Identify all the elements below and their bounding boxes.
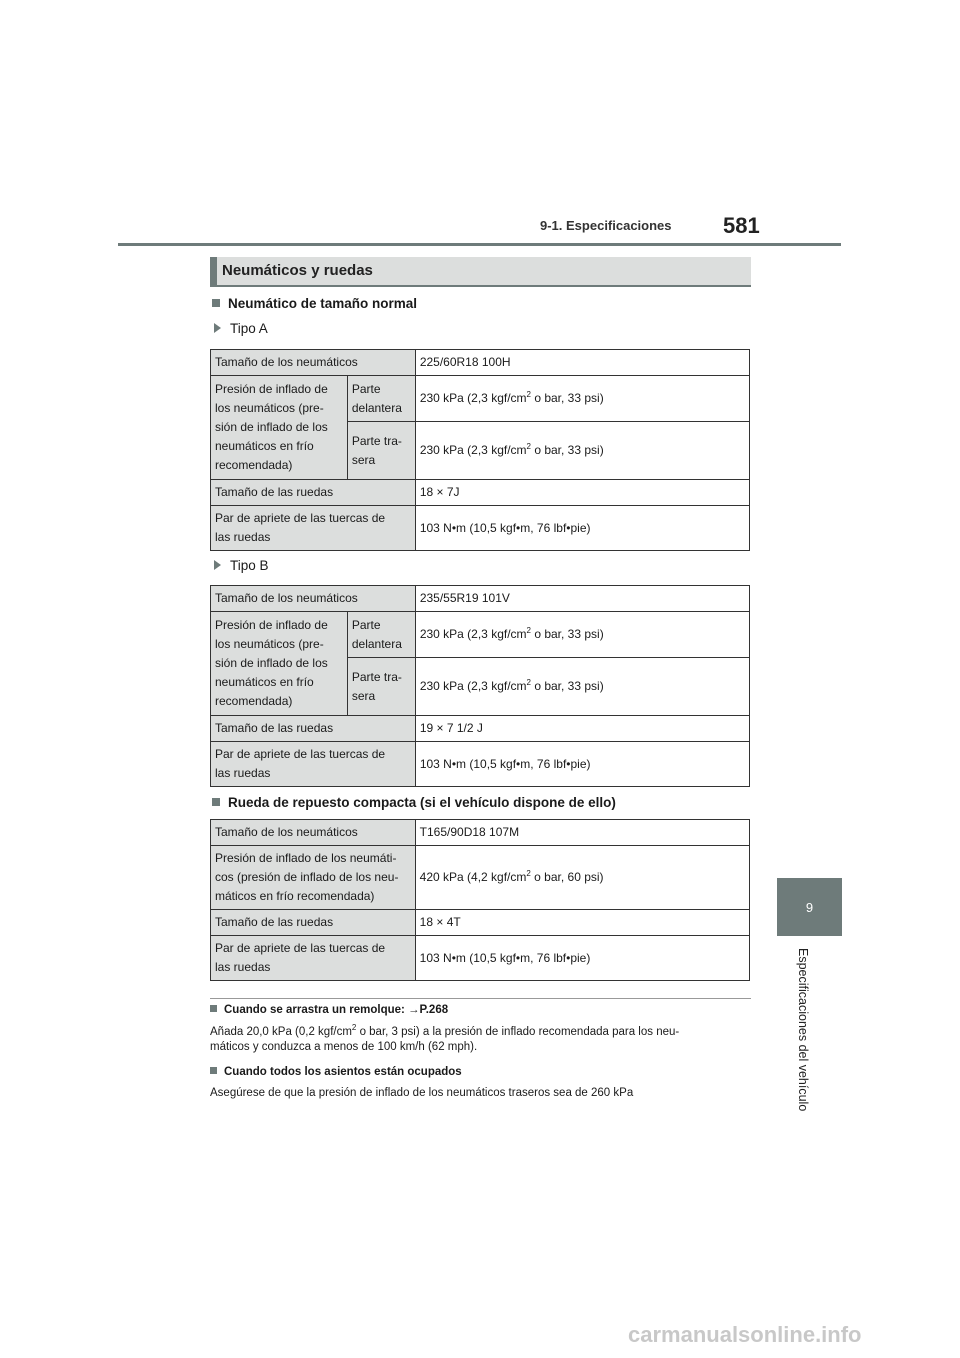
front-label xyxy=(347,612,415,658)
square-bullet-icon xyxy=(212,299,220,307)
torque-label-line: las ruedas xyxy=(215,530,271,544)
seats-note-text: Asegúrese de que la presión de inflado de los neumáticos traseros sea de 260 kPa xyxy=(210,1087,634,1099)
pressure-label-line: neumáticos en frío xyxy=(215,675,314,689)
spare-table xyxy=(210,819,750,981)
type-b-table xyxy=(210,585,750,787)
pressure-label-line: los neumáticos (pre- xyxy=(215,637,324,651)
seats-note-heading-text: Cuando todos los asientos están ocupados xyxy=(224,1066,462,1078)
superscript: 2 xyxy=(526,626,531,635)
table-row xyxy=(211,480,750,506)
rear-pressure-value xyxy=(415,658,749,716)
wheel-size-value: 18 × 4T xyxy=(415,910,749,936)
table-row xyxy=(211,376,750,422)
wheel-size-value: 19 × 7 1/2 J xyxy=(415,716,749,742)
pressure-label-line: Presión de inflado de xyxy=(215,618,328,632)
square-bullet-icon xyxy=(212,798,220,806)
table-row xyxy=(211,350,750,376)
normal-tire-heading-text: Neumático de tamaño normal xyxy=(228,296,418,311)
chapter-tab xyxy=(777,878,842,936)
torque-label-line: las ruedas xyxy=(215,960,271,974)
spare-tire-heading xyxy=(212,795,616,810)
rear-label xyxy=(347,422,415,480)
torque-label-line: las ruedas xyxy=(215,766,271,780)
pressure-label-line: Presión de inflado de los neumáti- xyxy=(215,851,397,865)
torque-label-line: Par de apriete de las tuercas de xyxy=(215,747,386,761)
table-row xyxy=(211,742,750,787)
table-row xyxy=(211,612,750,658)
table-row xyxy=(211,586,750,612)
rear-pressure-value xyxy=(415,422,749,480)
pressure-label-line: los neumáticos (pre- xyxy=(215,401,324,415)
tire-size-label: Tamaño de los neumáticos xyxy=(211,350,416,376)
wheel-size-label: Tamaño de las ruedas xyxy=(211,480,416,506)
type-a-label: Tipo A xyxy=(230,321,268,336)
page-number: 581 xyxy=(723,213,760,238)
torque-label xyxy=(211,742,416,787)
chapter-label xyxy=(794,948,814,1123)
front-label xyxy=(347,376,415,422)
note-text: Añada 20,0 kPa (0,2 kgf/cm xyxy=(210,1026,352,1038)
front-label-line: Parte xyxy=(351,381,381,396)
spare-tire-heading-text: Rueda de repuesto compacta (si el vehículo dispone de ello) xyxy=(228,795,616,810)
pressure-label-line: cos (presión de inflado de los neu- xyxy=(215,870,399,884)
pressure-label-line: neumáticos en frío xyxy=(215,439,314,453)
square-bullet-icon xyxy=(210,1005,217,1012)
towing-note-line xyxy=(210,1025,755,1040)
tire-size-value: T165/90D18 107M xyxy=(415,820,749,846)
towing-note-line: máticos y conduzca a menos de 100 km/h (62 mph). xyxy=(210,1041,478,1053)
value-text: 420 kPa (4,2 kgf/cm xyxy=(419,870,527,884)
towing-page-ref[interactable]: →P.268 xyxy=(408,1004,449,1016)
torque-label-line: Par de apriete de las tuercas de xyxy=(215,511,386,525)
value-text: 230 kPa (2,3 kgf/cm xyxy=(419,627,527,641)
pressure-label xyxy=(211,376,348,480)
torque-value: 103 N•m (10,5 kgf•m, 76 lbf•pie) xyxy=(415,506,749,551)
torque-value: 103 N•m (10,5 kgf•m, 76 lbf•pie) xyxy=(415,742,749,787)
type-b-heading xyxy=(214,558,269,573)
chapter-label-text: Especificaciones del vehículo xyxy=(796,948,810,1112)
type-a-table xyxy=(210,349,750,551)
tire-size-label: Tamaño de los neumáticos xyxy=(211,586,416,612)
rear-label-line: sera xyxy=(351,688,376,703)
pressure-label-line: Presión de inflado de xyxy=(215,382,328,396)
wheel-size-label: Tamaño de las ruedas xyxy=(211,910,416,936)
watermark: carmanualsonline.info xyxy=(628,1322,862,1347)
section-title: Neumáticos y ruedas xyxy=(222,262,373,279)
header-rule xyxy=(118,243,841,246)
front-label-line: delantera xyxy=(351,400,402,415)
table-row xyxy=(211,716,750,742)
notes-divider xyxy=(210,998,751,999)
seats-note-heading xyxy=(210,1066,462,1078)
table-row xyxy=(211,820,750,846)
wheel-size-label: Tamaño de las ruedas xyxy=(211,716,416,742)
towing-note-heading-text: Cuando se arrastra un remolque: xyxy=(224,1004,409,1016)
tire-size-value: 235/55R19 101V xyxy=(415,586,749,612)
superscript: 2 xyxy=(526,678,531,687)
pressure-label-line: sión de inflado de los xyxy=(215,656,328,670)
superscript: 2 xyxy=(526,442,531,451)
type-b-label: Tipo B xyxy=(230,558,269,573)
value-text: o bar, 33 psi) xyxy=(530,627,604,641)
superscript: 2 xyxy=(351,1023,357,1032)
triangle-bullet-icon xyxy=(214,323,221,333)
square-bullet-icon xyxy=(210,1067,217,1074)
normal-tire-heading xyxy=(212,296,417,311)
section-title-box xyxy=(210,257,751,287)
value-text: o bar, 60 psi) xyxy=(530,870,604,884)
pressure-label xyxy=(211,612,348,716)
chapter-number: 9 xyxy=(805,899,814,915)
superscript: 2 xyxy=(526,390,531,399)
section-title-bar xyxy=(210,257,217,287)
towing-note-heading xyxy=(210,1004,448,1016)
rear-label-line: sera xyxy=(351,452,376,467)
pressure-label-line: máticos en frío recomendada) xyxy=(215,889,375,903)
rear-label-line: Parte tra- xyxy=(351,433,402,448)
rear-label xyxy=(347,658,415,716)
front-label-line: delantera xyxy=(351,636,402,651)
pressure-label-line: recomendada) xyxy=(215,694,293,708)
superscript: 2 xyxy=(526,869,531,878)
torque-label-line: Par de apriete de las tuercas de xyxy=(215,941,386,955)
pressure-value xyxy=(415,846,749,910)
pressure-label-line: recomendada) xyxy=(215,458,293,472)
table-row xyxy=(211,910,750,936)
towing-note-text xyxy=(210,1025,755,1055)
rear-label-line: Parte tra- xyxy=(351,669,402,684)
front-pressure-value xyxy=(415,612,749,658)
triangle-bullet-icon xyxy=(214,560,221,570)
value-text: o bar, 33 psi) xyxy=(530,679,604,693)
type-a-heading xyxy=(214,321,268,336)
torque-label xyxy=(211,506,416,551)
value-text: 230 kPa (2,3 kgf/cm xyxy=(419,443,527,457)
value-text: 230 kPa (2,3 kgf/cm xyxy=(419,391,527,405)
pressure-label-line: sión de inflado de los xyxy=(215,420,328,434)
value-text: o bar, 33 psi) xyxy=(530,391,604,405)
pressure-label xyxy=(211,846,416,910)
front-pressure-value xyxy=(415,376,749,422)
tire-size-label: Tamaño de los neumáticos xyxy=(211,820,416,846)
note-text: o bar, 3 psi) a la presión de inflado recomendada para los neu- xyxy=(356,1026,680,1038)
table-row xyxy=(211,506,750,551)
wheel-size-value: 18 × 7J xyxy=(415,480,749,506)
front-label-line: Parte xyxy=(351,617,381,632)
table-row xyxy=(211,936,750,981)
tire-size-value: 225/60R18 100H xyxy=(415,350,749,376)
torque-value: 103 N•m (10,5 kgf•m, 76 lbf•pie) xyxy=(415,936,749,981)
torque-label xyxy=(211,936,416,981)
header-section-title: 9-1. Especificaciones xyxy=(540,218,672,233)
value-text: o bar, 33 psi) xyxy=(530,443,604,457)
table-row xyxy=(211,846,750,910)
value-text: 230 kPa (2,3 kgf/cm xyxy=(419,679,527,693)
